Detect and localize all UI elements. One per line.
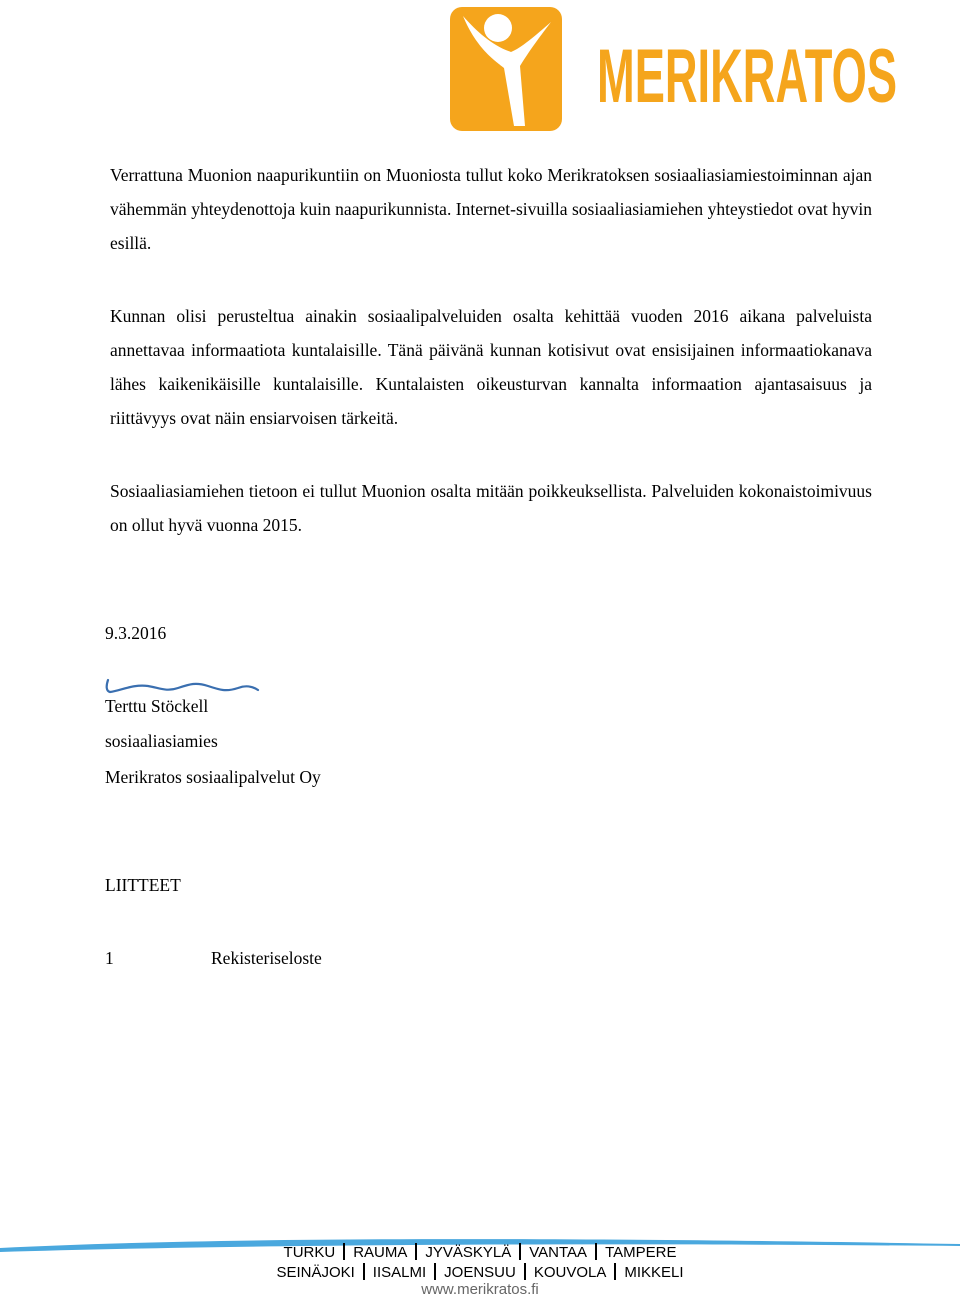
footer-city: JOENSUU [444, 1264, 516, 1281]
brand-wordmark: MERIKRATOS [597, 34, 897, 119]
footer-website-link[interactable]: www.merikratos.fi [421, 1281, 539, 1298]
footer-divider [614, 1263, 616, 1280]
footer-cities-row-2 [0, 1263, 960, 1282]
footer-divider [524, 1263, 526, 1280]
attachment-label: Rekisteriseloste [211, 948, 322, 968]
merikratos-logo [447, 6, 902, 132]
paragraph-1: Verrattuna Muonion naapurikuntiin on Muoniosta tullut koko Merikratoksen sosiaaliasiamiestoiminnan ajan vähemmän yhteydenottoja kuin naapurikunnista. Internet-sivuilla sosiaaliasiamiehen yhteystiedot ovat hyvin esillä. [110, 165, 872, 253]
footer-divider [343, 1243, 345, 1260]
person-arms-up-icon [447, 6, 902, 132]
footer-divider [519, 1243, 521, 1260]
footer-city: TURKU [283, 1244, 336, 1261]
footer-city: JYVÄSKYLÄ [425, 1244, 512, 1261]
footer-divider [434, 1263, 436, 1280]
footer-city: TAMPERE [605, 1244, 677, 1261]
footer-city: SEINÄJOKI [276, 1264, 355, 1281]
paragraph-3: Sosiaaliasiamiehen tietoon ei tullut Muonion osalta mitään poikkeuksellista. Palveluiden kokonaistoimivuus on ollut hyvä vuonna 2015. [110, 481, 872, 535]
attachments-heading: LIITTEET [105, 875, 181, 895]
paragraph-2: Kunnan olisi perusteltua ainakin sosiaalipalveluiden osalta kehittää vuoden 2016 aikana palveluista annettavaa informaatiota kuntalaisille. Tänä päivänä kunnan kotisivut ovat ensisijainen informaatiokanava lähes kaikenikäisille kuntalaisille. Kuntalaisten oikeusturvan kannalta informaation ajantasaisuus ja riittävyys ovat näin ensiarvoisen tärkeitä. [110, 306, 872, 428]
attachment-number: 1 [105, 948, 114, 968]
signer-company: Merikratos sosiaalipalvelut Oy [105, 767, 321, 787]
footer-city: MIKKELI [624, 1264, 684, 1281]
footer-divider [595, 1243, 597, 1260]
signer-title: sosiaaliasiamies [105, 731, 218, 751]
footer-city: KOUVOLA [533, 1264, 607, 1281]
footer-city: IISALMI [372, 1264, 427, 1281]
document-date: 9.3.2016 [105, 623, 167, 643]
footer-divider [415, 1243, 417, 1260]
signer-name: Terttu Stöckell [105, 696, 209, 716]
footer-city: VANTAA [529, 1244, 588, 1261]
footer-city: RAUMA [353, 1244, 408, 1261]
footer-divider [363, 1263, 365, 1280]
footer-cities-row-1 [0, 1243, 960, 1262]
